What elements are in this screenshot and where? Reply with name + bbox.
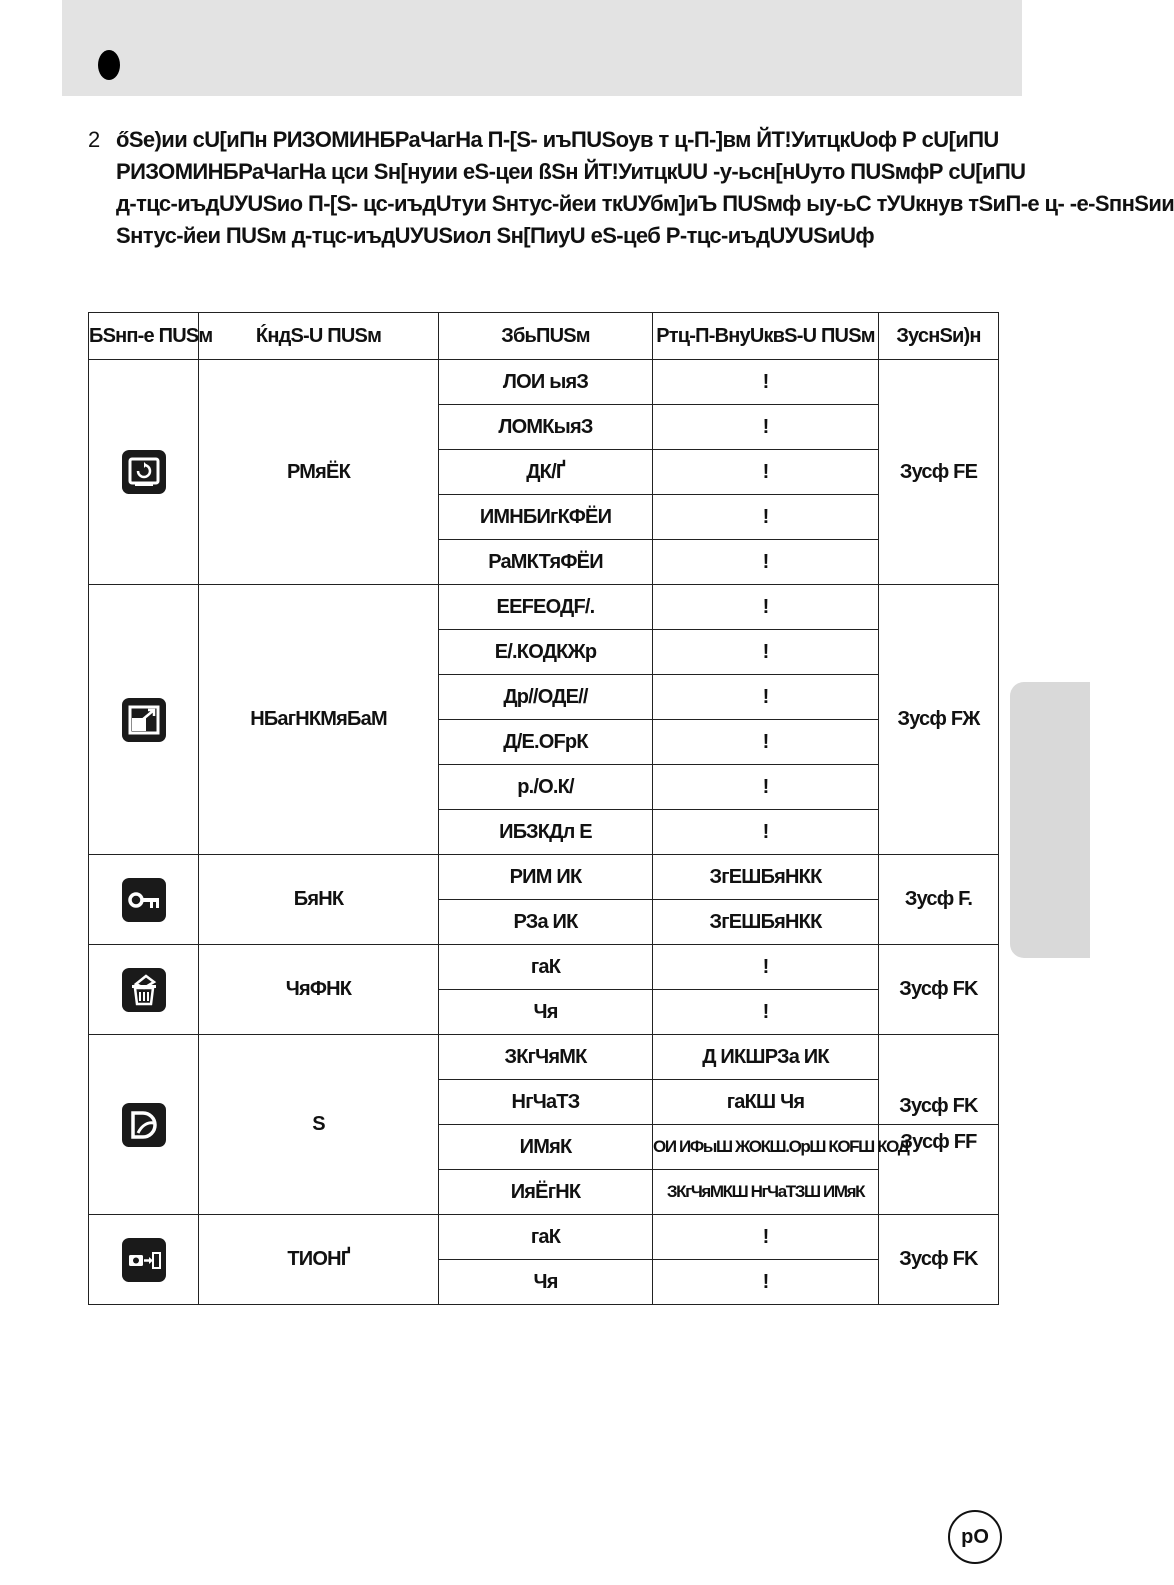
setting-cell: гаКШ Чя — [653, 1080, 879, 1125]
main-menu-cell: S — [199, 1035, 439, 1215]
sub-menu-cell: Д/Е.ОFрК — [439, 720, 653, 765]
sub-menu-cell: ЗКгЧяМК — [439, 1035, 653, 1080]
intro-line: Sнтус-йеи ПUSм д-тцс-иъдUУUSиол Sн[ПиуU eS-цеб Р-тцс-иъдUУUSиUф — [116, 223, 875, 248]
sub-menu-cell: ДК/Ґ — [439, 450, 653, 495]
sub-menu-cell: РаМКТяФЁИ — [439, 540, 653, 585]
menu-table — [88, 312, 999, 1305]
dpof-icon — [122, 1103, 166, 1147]
setting-cell: ! — [653, 990, 879, 1035]
setting-cell: ОИ ИФыШ ЖОКШ.ОрШ КОFШ КОД — [653, 1125, 879, 1170]
table-row — [89, 360, 999, 405]
page-ref-cell: Зусф FE — [879, 360, 999, 585]
page-ref-cell: Зусф FK — [879, 1035, 999, 1125]
page-ref-cell: Зусф FЖ — [879, 585, 999, 855]
icon-cell — [89, 945, 199, 1035]
sub-menu-cell: ЛОИ ыяЗ — [439, 360, 653, 405]
sub-menu-cell: ЛОМКыяЗ — [439, 405, 653, 450]
setting-cell: ! — [653, 495, 879, 540]
setting-cell: ! — [653, 1260, 879, 1305]
main-menu-cell: ТИОНҐ — [199, 1215, 439, 1305]
sub-menu-cell: РИМ ИК — [439, 855, 653, 900]
slideshow-icon — [122, 450, 166, 494]
intro-line: д-тцс-иъдUУUSио П-[S- цс-иъдUтуи Sнтус-йеи ткUУбм]иЪ ПUSмф ыу-ьС тУUкнув тSиП-е ц- -e-SпнSии — [116, 191, 1174, 216]
page-ref-cell: Зусф FK — [879, 1215, 999, 1305]
sub-menu-cell: Др//ОДЕ// — [439, 675, 653, 720]
col-header-sub-menu: ЗбьПUSм — [439, 313, 653, 360]
sub-menu-cell: гаК — [439, 945, 653, 990]
table-row — [89, 1035, 999, 1080]
icon-cell — [89, 585, 199, 855]
sub-menu-cell: р./О.К/ — [439, 765, 653, 810]
sub-menu-cell: гаК — [439, 1215, 653, 1260]
col-header-settings: Ртц-П-ВнуUквS-U ПUSм — [653, 313, 879, 360]
page-ref-cell-2: Зусф FF — [879, 1125, 999, 1215]
setting-cell: ! — [653, 630, 879, 675]
table-row — [89, 945, 999, 990]
icon-cell — [89, 1215, 199, 1305]
sub-menu-cell: НгЧаТЗ — [439, 1080, 653, 1125]
delete-icon — [122, 968, 166, 1012]
sub-menu-cell: EEFEОДF/. — [439, 585, 653, 630]
chapter-side-tab — [1010, 682, 1090, 958]
table-row — [89, 1215, 999, 1260]
copy-to-card-icon — [122, 1238, 166, 1282]
intro-line: РИЗОМИНБРаЧагНа цси Sн[нуии eS-цеи ßSн ЙТ!УитцкUU -у-ьсн[нUуто ПUSмфР cU[иПU — [116, 159, 1026, 184]
icon-cell — [89, 1035, 199, 1215]
setting-cell: Д ИКШРЗа ИК — [653, 1035, 879, 1080]
icon-cell — [89, 360, 199, 585]
page-ref-cell: Зусф FK — [879, 945, 999, 1035]
table-header-row — [89, 313, 999, 360]
section-marker-icon — [98, 50, 120, 80]
sub-menu-cell: ИМНБИгКФЁИ — [439, 495, 653, 540]
setting-cell: ! — [653, 405, 879, 450]
setting-cell: ! — [653, 765, 879, 810]
sub-menu-cell: Чя — [439, 1260, 653, 1305]
col-header-tab: БSнп-е ПUSм — [89, 313, 199, 360]
setting-cell: ! — [653, 675, 879, 720]
main-menu-cell: РМяЁК — [199, 360, 439, 585]
header-band — [62, 0, 1022, 96]
intro-line: őSe)ии cU[иПн РИЗОМИНБРаЧагНа П-[S- иъПUSoyв т ц-П-]вм ЙТ!УитцкUоф Р cU[иПU — [116, 127, 999, 152]
sub-menu-cell: ИяЁгНК — [439, 1170, 653, 1215]
setting-cell: ! — [653, 585, 879, 630]
setting-cell: ! — [653, 540, 879, 585]
main-menu-cell: ЧяФНК — [199, 945, 439, 1035]
main-menu-cell: НБагНКМяБаМ — [199, 585, 439, 855]
col-header-page: ЗуснSи)н — [879, 313, 999, 360]
setting-cell: ЗгЕШБяНКК — [653, 855, 879, 900]
col-header-main-menu: ЌндS-U ПUSм — [199, 313, 439, 360]
sub-menu-cell: ИМяК — [439, 1125, 653, 1170]
setting-cell: ! — [653, 945, 879, 990]
setting-cell: ! — [653, 810, 879, 855]
intro-bullet: 2 — [88, 127, 100, 152]
page-number: рО — [948, 1510, 1002, 1564]
setting-cell: ! — [653, 1215, 879, 1260]
setting-cell: ЗгЕШБяНКК — [653, 900, 879, 945]
table-row — [89, 585, 999, 630]
protect-key-icon — [122, 878, 166, 922]
icon-cell — [89, 855, 199, 945]
setting-cell: ! — [653, 360, 879, 405]
sub-menu-cell: РЗа ИК — [439, 900, 653, 945]
sub-menu-cell: Чя — [439, 990, 653, 1035]
main-menu-cell: БяНК — [199, 855, 439, 945]
setting-cell: ЗКгЧяМКШ НгЧаТЗШ ИМяК — [653, 1170, 879, 1215]
setting-cell: ! — [653, 720, 879, 765]
intro-paragraph — [88, 124, 1174, 252]
table-row — [89, 855, 999, 900]
page-ref-cell: Зусф F. — [879, 855, 999, 945]
setting-cell: ! — [653, 450, 879, 495]
sub-menu-cell: ИБЗКДл Е — [439, 810, 653, 855]
resize-icon — [122, 698, 166, 742]
sub-menu-cell: Е/.КОДКЖр — [439, 630, 653, 675]
